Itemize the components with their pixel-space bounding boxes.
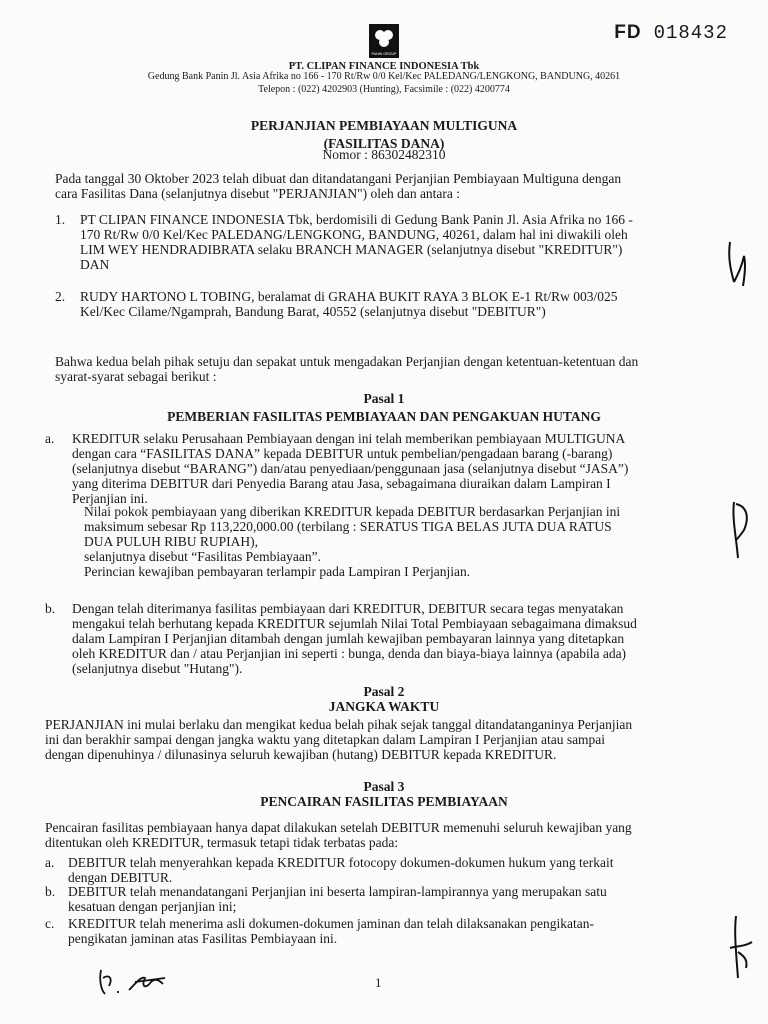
party-1-text: PT CLIPAN FINANCE INDONESIA Tbk, berdomisili di Gedung Bank Panin Jl. Asia Afrika no 166 - 170 Rt/Rw 0/0 Kel/Kec PALEDANG/LENGKONG, BANDUNG, 40261, dalam hal ini diwakili oleh LIM WEY HENDRADIBRATA selaku BRANCH MANAGER (selanjutnya disebut "KREDITUR") DAN (80, 212, 633, 272)
party-2-text: RUDY HARTONO L TOBING, beralamat di GRAHA BUKIT RAYA 3 BLOK E-1 Rt/Rw 003/025 Kel/Kec Cilame/Ngamprah, Bandung Barat, 40552 (selanjutnya disebut "DEBITUR") (80, 289, 618, 319)
pasal-3-a-marker: a. (45, 855, 55, 870)
page-number: 1 (375, 975, 382, 990)
pasal-3-number: Pasal 3 (363, 779, 405, 794)
pasal-2-text: PERJANJIAN ini mulai berlaku dan mengikat kedua belah pihak sejak tanggal ditandatanganinya Perjanjian ini dan berakhir sampai dengan jangka waktu yang ditetapkan dalam Lampiran I Perjanjian atau sampai dengan dipenuhinya / dilunasinya seluruh kewajiban (hutang) DEBITUR kepada KREDITUR. (45, 717, 633, 762)
agreement-paragraph: Bahwa kedua belah pihak setuju dan sepakat untuk mengadakan Perjanjian dengan ketentuan-ketentuan dan syarat-syarat sebagai berikut : (55, 354, 639, 384)
handwritten-initial-mark (726, 496, 754, 566)
contract-number: Nomor : 86302482310 (322, 147, 446, 162)
pasal-3-b-text: DEBITUR telah menandatangani Perjanjian ini beserta lampiran-lampirannya yang merupakan satu kesatuan dengan perjanjian ini; (68, 884, 607, 914)
company-address: Gedung Bank Panin Jl. Asia Afrika no 166 - 170 Rt/Rw 0/0 Kel/Kec PALEDANG/LENGKONG, BANDUNG, 40261 (147, 71, 621, 82)
pasal-3-intro: Pencairan fasilitas pembiayaan hanya dapat dilakukan setelah DEBITUR memenuhi seluruh kewajiban yang ditentukan oleh KREDITUR, termasuk tetapi tidak terbatas pada: (45, 820, 632, 850)
pasal-1-a-text: KREDITUR selaku Perusahaan Pembiayaan dengan ini telah memberikan pembiayaan MULTIGUNA dengan cara “FASILITAS DANA” kepada DEBITUR untuk pembelian/pengadaan barang (-barang) (selanjutnya disebut “BARANG”) dan/atau penyediaan/penggunaan jasa (selanjutnya disebut “JASA”) yang diterima DEBITUR dari Penyedia Barang atau Jasa, sebagaimana diuraikan dalam Lampiran I Perjanjian ini. (72, 431, 629, 506)
pasal-3-c-marker: c. (45, 916, 55, 931)
company-phone: Telepon : (022) 4202903 (Hunting), Facsimile : (022) 4200774 (258, 84, 510, 95)
pasal-1-title: PEMBERIAN FASILITAS PEMBIAYAAN DAN PENGAKUAN HUTANG (167, 409, 601, 424)
handwritten-initial-mark (726, 912, 756, 982)
document-subtitle: (FASILITAS DANA) (323, 136, 445, 151)
pasal-3-c-text: KREDITUR telah menerima asli dokumen-dokumen jaminan dan telah dilaksanakan pengikatan- pengikatan jaminan atas Fasilitas Pembiayaan ini. (68, 916, 594, 946)
pasal-1-a-marker: a. (45, 431, 55, 446)
pasal-1-b-text: Dengan telah diterimanya fasilitas pembiayaan dari KREDITUR, DEBITUR secara tegas menyatakan mengakui telah berhutang kepada KREDITUR sejumlah Nilai Total Pembiayaan sebagaimana dimaksud dalam Lampiran I Perjanjian ditambah dengan jumlah kewajiban pembayaran lainnya yang ditetapkan oleh KREDITUR dan / atau Perjanjian ini seperti : bunga, denda dan biaya-biaya lainnya (apabila ada) (selanjutnya disebut "Hutang"). (72, 601, 637, 676)
pasal-1-number: Pasal 1 (363, 391, 405, 406)
intro-paragraph: Pada tanggal 30 Oktober 2023 telah dibuat dan ditandatangani Perjanjian Pembiayaan Multiguna dengan cara Fasilitas Dana (selanjutnya disebut "PERJANJIAN") oleh dan antara : (55, 171, 622, 201)
document-number-label: FD (614, 22, 642, 43)
panin-group-logo (369, 24, 399, 58)
company-name: PT. CLIPAN FINANCE INDONESIA Tbk (288, 61, 480, 72)
document-number (614, 22, 728, 44)
pasal-3-title: PENCAIRAN FASILITAS PEMBIAYAAN (260, 794, 508, 809)
pasal-1-b-marker: b. (45, 601, 56, 616)
handwritten-initial-mark (724, 238, 750, 290)
pasal-3-a-text: DEBITUR telah menyerahkan kepada KREDITUR fotocopy dokumen-dokumen hukum yang terkait dengan DEBITUR. (68, 855, 614, 885)
party-2-marker: 2. (55, 289, 66, 304)
pasal-2-number: Pasal 2 (363, 684, 405, 699)
svg-text:PANIN GROUP: PANIN GROUP (371, 52, 397, 56)
pasal-3-b-marker: b. (45, 884, 56, 899)
document-number-value: 018432 (653, 22, 728, 44)
debtor-signature (95, 964, 175, 1000)
pasal-1-a-financing: Nilai pokok pembiayaan yang diberikan KREDITUR kepada DEBITUR berdasarkan Perjanjian ini maksimum sebesar Rp 113,220,000.00 (terbilang : SERATUS TIGA BELAS JUTA DUA RATUS DUA PULUH RIBU RUPIAH), selanjutnya disebut “Fasilitas Pembiayaan”. Perincian kewajiban pembayaran terlampir pada Lampiran I Perjanjian. (84, 504, 621, 579)
party-1-marker: 1. (55, 212, 66, 227)
pasal-2-title: JANGKA WAKTU (328, 699, 440, 714)
document-title: PERJANJIAN PEMBIAYAAN MULTIGUNA (250, 118, 518, 133)
